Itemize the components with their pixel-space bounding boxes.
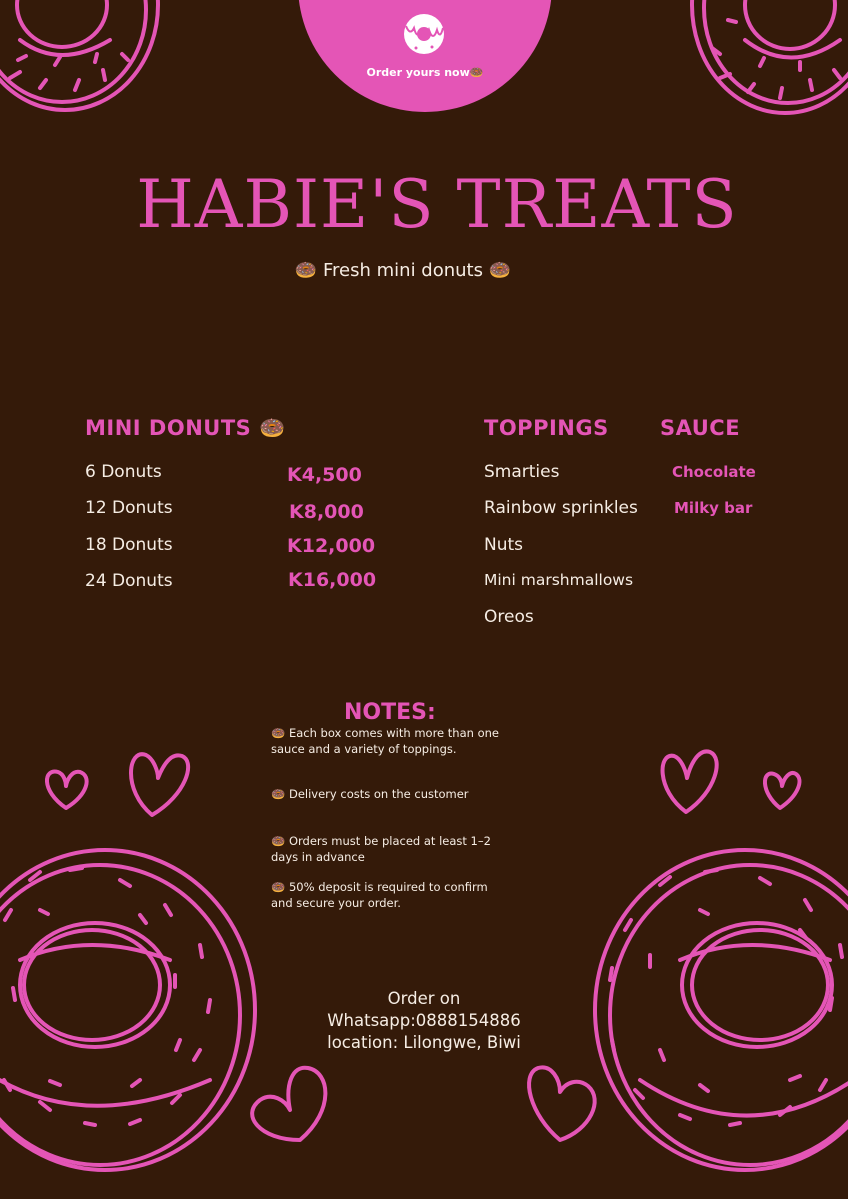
toppings-heading: TOPPINGS	[484, 416, 609, 440]
heart-doodle-1	[47, 772, 87, 808]
note-item: 🍩 Delivery costs on the customer	[271, 787, 469, 801]
donut-icon	[398, 10, 450, 62]
note-item: 🍩 Each box comes with more than one sauce and a variety of toppings.	[271, 726, 499, 756]
sauce-item: Milky bar	[674, 499, 753, 517]
donut-size-24: 24 Donuts	[85, 571, 173, 591]
contact-block	[304, 988, 544, 1054]
price-24: K16,000	[288, 569, 377, 591]
donut-doodle-top-left	[0, 0, 158, 110]
tagline: 🍩 Fresh mini donuts 🍩	[294, 260, 512, 281]
sauce-heading: SAUCE	[660, 416, 741, 440]
price-18: K12,000	[287, 535, 376, 557]
sauce-item: Chocolate	[672, 463, 756, 481]
donut-size-12: 12 Donuts	[85, 498, 173, 518]
donut-doodle-bottom-left	[0, 850, 255, 1170]
donut-size-18: 18 Donuts	[85, 535, 173, 555]
heart-doodle-6	[529, 1067, 595, 1140]
page-title: HABIE'S TREATS	[136, 166, 738, 243]
heart-doodle-3	[663, 751, 717, 812]
order-on-label: Order on	[387, 989, 461, 1008]
topping-item: Mini marshmallows	[484, 571, 634, 589]
location-text: location: Lilongwe, Biwi	[327, 1033, 521, 1052]
topping-item: Rainbow sprinkles	[484, 498, 638, 518]
topping-item: Nuts	[484, 535, 524, 555]
donut-size-6: 6 Donuts	[85, 462, 162, 482]
donut-doodle-top-right	[692, 0, 848, 113]
heart-doodle-2	[131, 754, 188, 815]
topping-item: Smarties	[484, 462, 560, 482]
donut-doodle-bottom-right	[595, 850, 848, 1170]
mini-donuts-heading: MINI DONUTS 🍩	[85, 416, 286, 440]
order-now-text: Order yours now🍩	[366, 66, 484, 79]
heart-doodle-5	[252, 1068, 325, 1140]
topping-item: Oreos	[484, 607, 534, 627]
whatsapp-number[interactable]: Whatsapp:0888154886	[327, 1011, 521, 1030]
price-12: K8,000	[289, 501, 364, 523]
heart-doodle-4	[765, 773, 800, 808]
note-item: 🍩 50% deposit is required to confirm and secure your order.	[271, 880, 488, 910]
notes-heading: NOTES:	[344, 700, 436, 725]
price-6: K4,500	[287, 464, 362, 486]
note-item: 🍩 Orders must be placed at least 1–2 days in advance	[271, 834, 491, 864]
